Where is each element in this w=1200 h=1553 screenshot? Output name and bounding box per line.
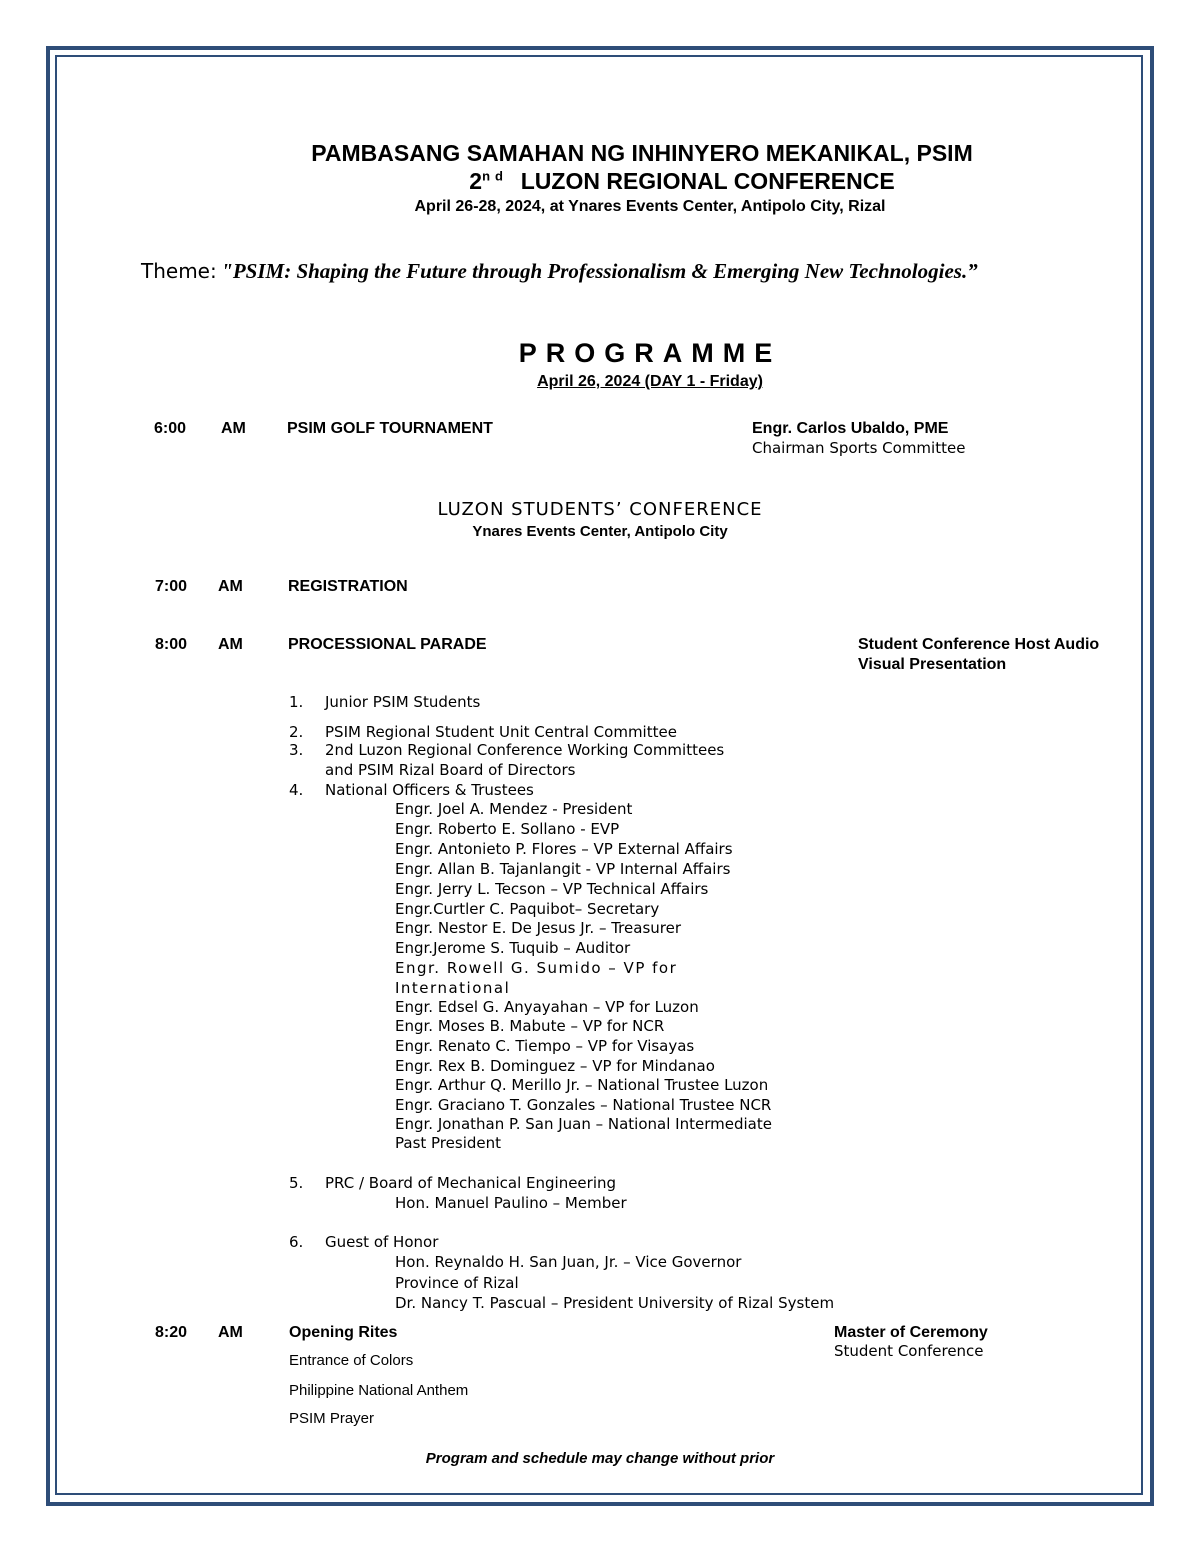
list-item: PRC / Board of Mechanical Engineering [325, 1174, 617, 1192]
officer: Engr. Antonieto P. Flores – VP External Affairs [395, 840, 733, 858]
students-conference-title: LUZON STUDENTS’ CONFERENCE [437, 499, 763, 520]
conference-suffix: nd [482, 168, 508, 184]
registration-event: REGISTRATION [288, 578, 408, 595]
day-heading: April 26, 2024 (DAY 1 - Friday) [537, 373, 763, 390]
officer: Engr. Edsel G. Anyayahan – VP for Luzon [395, 998, 699, 1016]
opening-ampm: AM [218, 1324, 243, 1341]
parade-ampm: AM [218, 636, 243, 653]
golf-person: Engr. Carlos Ubaldo, PME [752, 420, 949, 437]
officer: Engr. Renato C. Tiempo – VP for Visayas [395, 1037, 695, 1055]
footer-note: Program and schedule may change without prior [425, 1450, 775, 1467]
officer: Engr. Nestor E. De Jesus Jr. – Treasurer [395, 919, 681, 937]
opening-time: 8:20 [155, 1324, 188, 1341]
officer: Engr.Jerome S. Tuquib – Auditor [395, 939, 631, 957]
officer: Engr. Joel A. Mendez - President [395, 800, 633, 818]
conference-title [82, 168, 1200, 195]
list-item: PSIM Regional Student Unit Central Committee [325, 723, 677, 741]
opening-item: Entrance of Colors [289, 1352, 414, 1369]
officer: Engr. Rex B. Dominguez – VP for Mindanao [395, 1057, 715, 1075]
list-item-number: 5. [289, 1174, 304, 1192]
theme-line [141, 259, 978, 284]
officer: Engr. Rowell G. Sumido – VP for [395, 959, 678, 977]
registration-ampm: AM [218, 578, 243, 595]
golf-ampm: AM [221, 420, 246, 437]
opening-event: Opening Rites [289, 1324, 398, 1341]
list-item-number: 6. [289, 1233, 304, 1251]
conference-name: LUZON REGIONAL CONFERENCE [520, 168, 895, 194]
officer: Engr. Jonathan P. San Juan – National Intermediate [395, 1115, 772, 1133]
officer: Engr. Allan B. Tajanlangit - VP Internal Affairs [395, 860, 731, 878]
date-venue: April 26-28, 2024, at Ynares Events Center, Antipolo City, Rizal [414, 198, 886, 215]
list-item: Guest of Honor [325, 1233, 439, 1251]
parade-person-line2: Visual Presentation [858, 656, 1007, 673]
guest: Dr. Nancy T. Pascual – President University of Rizal System [395, 1294, 835, 1312]
officer: Engr. Jerry L. Tecson – VP Technical Affairs [395, 880, 709, 898]
list-item-number: 3. [289, 741, 304, 759]
officer: Engr. Roberto E. Sollano - EVP [395, 820, 620, 838]
officer-continued: International [395, 979, 511, 997]
list-item: Junior PSIM Students [325, 693, 481, 711]
officer-continued: Past President [395, 1134, 501, 1152]
parade-event: PROCESSIONAL PARADE [288, 636, 487, 653]
officer: Engr. Arthur Q. Merillo Jr. – National Trustee Luzon [395, 1076, 769, 1094]
officer: Engr. Graciano T. Gonzales – National Trustee NCR [395, 1096, 772, 1114]
students-conference-venue: Ynares Events Center, Antipolo City [472, 523, 728, 540]
prc-member: Hon. Manuel Paulino – Member [395, 1194, 627, 1212]
parade-person-line1: Student Conference Host Audio [858, 636, 1100, 653]
guest: Hon. Reynaldo H. San Juan, Jr. – Vice Governor [395, 1253, 742, 1271]
conference-number: 2 [469, 168, 483, 194]
opening-person: Master of Ceremony [834, 1324, 988, 1341]
list-item-number: 2. [289, 723, 304, 741]
theme-text: "PSIM: Shaping the Future through Professionalism & Emerging New Technologies.” [221, 259, 978, 283]
list-item-number: 1. [289, 693, 304, 711]
golf-role: Chairman Sports Committee [752, 439, 966, 457]
officer: Engr.Curtler C. Paquibot– Secretary [395, 900, 660, 918]
list-item: National Officers & Trustees [325, 781, 534, 799]
parade-time: 8:00 [155, 636, 188, 653]
programme-title: PROGRAMME [518, 338, 782, 368]
list-item-number: 4. [289, 781, 304, 799]
theme-label: Theme: [141, 259, 217, 283]
registration-time: 7:00 [155, 578, 188, 595]
list-item-continued: and PSIM Rizal Board of Directors [325, 761, 576, 779]
golf-event: PSIM GOLF TOURNAMENT [287, 420, 493, 437]
org-title: PAMBASANG SAMAHAN NG INHINYERO MEKANIKAL, PSIM [311, 140, 973, 166]
list-item: 2nd Luzon Regional Conference Working Committees [325, 741, 725, 759]
golf-time: 6:00 [154, 420, 187, 437]
opening-item: Philippine National Anthem [289, 1382, 469, 1399]
opening-item: PSIM Prayer [289, 1410, 375, 1427]
opening-role: Student Conference [834, 1342, 984, 1360]
guest: Province of Rizal [395, 1274, 519, 1292]
officer: Engr. Moses B. Mabute – VP for NCR [395, 1017, 665, 1035]
